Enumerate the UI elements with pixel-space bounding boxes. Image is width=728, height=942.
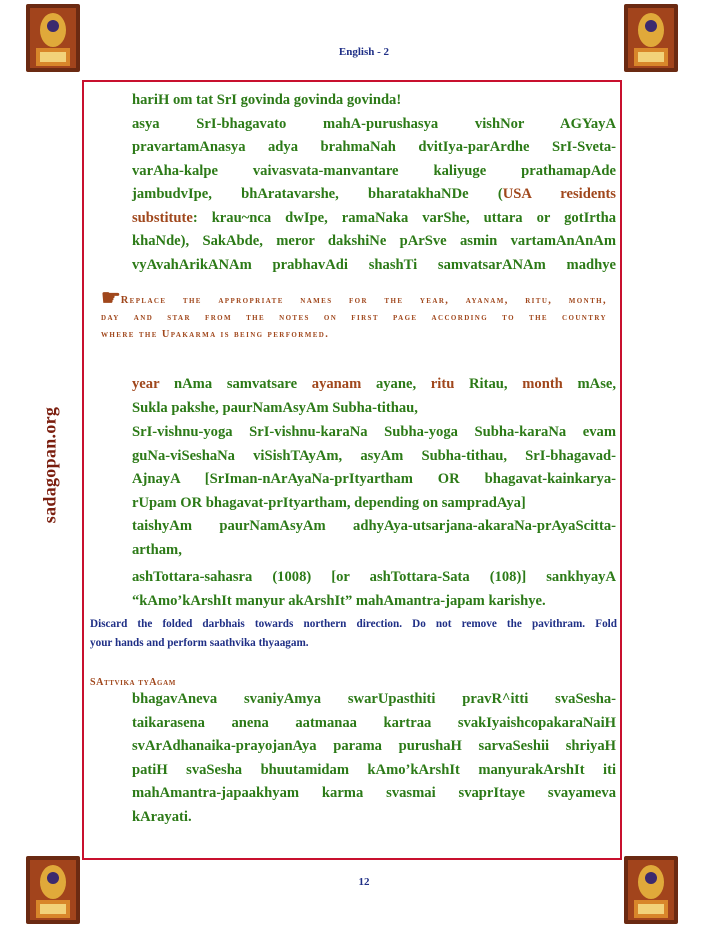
verse-line: patiH svaSesha bhuutamidam kAmo’kArshIt manyurakArshIt iti [132,761,616,778]
instruction-line: your hands and perform saathvika thyaagam. [90,637,309,649]
verse-block-tyagam [132,688,616,829]
verse-line: varAha-kalpe vaivasvata-manvantare kaliyuge prathamapAde [132,162,616,179]
verse-line: jambudvIpe, bhAratavarshe, bharatakhaNDe (USA residents [132,186,616,202]
verse-line: guNa-viSeshaNa viSishTAyAm, asyAm Subha-tithau, SrI-bhagavad- [132,447,616,464]
verse-line: taishyAm paurNamAsyAm adhyAya-utsarjana-akaraNa-prAyaScitta- [132,518,616,534]
deity-image-bottom-left [26,856,80,924]
deity-image-bottom-right [624,856,678,924]
note-line: where the Upakarma is being performed. [101,329,330,340]
verse-line: AjnayA [SrIman-nArAyaNa-prItyartham OR bhagavat-kainkarya- [132,471,616,487]
page-header: English - 2 [338,46,390,58]
verse-line: ashTottara-sahasra (1008) [or ashTottara-Sata (108)] sankhyayA [132,569,616,585]
verse-block-sankalpam [132,89,616,277]
verse-block-japam [132,566,616,613]
section-title: SAttvika tyAgam [90,677,176,688]
verse-line: mahAmantra-japaakhyam karma svasmai svaprItaye svayameva [132,785,616,801]
verse-line: “kAmo’kArshIt manyur akArshIt” mahAmantra-japam karishye. [132,592,546,609]
side-watermark [38,395,62,535]
verse-block-time [132,373,616,420]
verse-line: hariH om tat SrI govinda govinda govinda! [132,92,402,108]
verse-line: pravartamAnasya adya brahmaNah dvitIya-parArdhe SrI-Sveta- [132,139,616,155]
instruction-line: Discard the folded darbhais towards northern direction. Do not remove the pavithram. Fold [90,618,617,630]
verse-line: vyAvahArikANAm prabhavAdi shashTi samvatsarANAm madhye [132,256,616,273]
verse-line: Sukla pakshe, paurNamAsyAm Subha-tithau, [132,399,418,416]
usa-note: USA residents [502,186,616,202]
note-line: ☛Replace the appropriate names for the year, ayanam, ritu, month, [101,285,607,310]
verse-line: asya SrI-bhagavato mahA-purushasya vishNor AGYayA [132,115,616,132]
verse-line: taikarasena anena aatmanaa kartraa svakIyaishcopakaraNaiH [132,714,616,731]
verse-line: bhagavAneva svaniyAmya swarUpasthiti pravR^itti svaSesha- [132,691,616,707]
page-number: 12 [358,876,370,888]
verse-line: year nAma samvatsare ayanam ayane, ritu Ritau, month mAse, [132,376,617,392]
side-label: sadagopan.org [39,406,60,524]
verse-line: rUpam OR bhagavat-prItyartham, depending on sampradAya] [132,494,526,511]
verse-line: kArayati. [132,808,192,825]
note-line: day and star from the notes on first page according to the country [101,312,607,323]
instruction-note [101,285,607,343]
verse-line: khaNde), SakAbde, meror dakshiNe pArSve asmin vartamAnAnAm [132,233,616,249]
verse-block-yoga [132,421,616,515]
instruction-text [90,615,617,653]
verse-line: artham, [132,541,182,558]
deity-image-top-left [26,4,80,72]
pointing-hand-icon: ☛ [101,285,121,310]
verse-line: svArAdhanaika-prayojanAya parama purushaH sarvaSeshii shriyaH [132,738,616,754]
deity-image-top-right [624,4,678,72]
substitute-label: substitute [132,209,193,226]
verse-line: SrI-vishnu-yoga SrI-vishnu-karaNa Subha-yoga Subha-karaNa evam [132,424,616,440]
verse-line: substitute: krau~nca dwIpe, ramaNaka varShe, uttara or gotIrtha [132,209,616,226]
verse-block-prayascitta [132,515,616,562]
